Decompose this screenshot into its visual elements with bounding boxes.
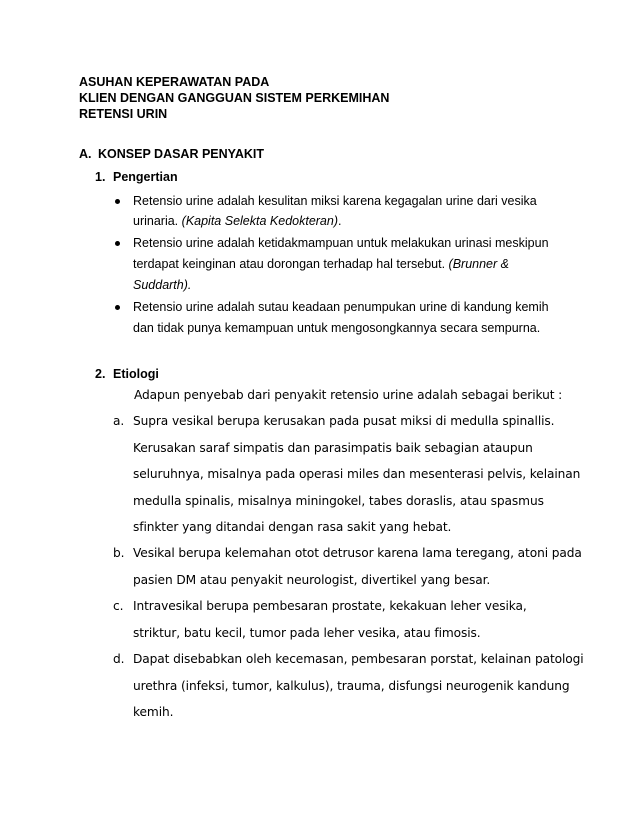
bullet-3-line-2: dan tidak punya kemampuan untuk mengosongkannya secara sempurna.	[133, 321, 541, 335]
item-c-line-1: Intravesikal berupa pembesaran prostate, kekakuan leher vesika,	[133, 599, 527, 613]
section-a-heading: KONSEP DASAR PENYAKIT	[98, 147, 265, 161]
item-b-label: b.	[113, 546, 125, 560]
bullet-2-citation-b: Suddarth).	[133, 278, 192, 292]
item-a-line-2: Kerusakan saraf simpatis dan parasimpatis baik sebagian ataupun	[133, 441, 533, 455]
bullet-icon	[115, 241, 120, 246]
item-d-line-2: urethra (infeksi, tumor, kalkulus), trauma, disfungsi neurogenik kandung	[133, 679, 570, 693]
item-d-line-1: Dapat disebabkan oleh kecemasan, pembesaran porstat, kelainan patologi	[133, 652, 584, 666]
item-b-line-2: pasien DM atau penyakit neurologist, divertikel yang besar.	[133, 573, 491, 587]
pengertian-number: 1.	[95, 170, 106, 184]
item-c-label: c.	[113, 599, 124, 613]
bullet-1-text: urinaria.	[133, 214, 179, 228]
pengertian-heading: Pengertian	[113, 170, 178, 184]
item-c-line-2: striktur, batu kecil, tumor pada leher vesika, atau fimosis.	[133, 626, 481, 640]
item-d-line-3: kemih.	[133, 705, 174, 719]
item-d-label: d.	[113, 652, 125, 666]
bullet-3-line-1: Retensio urine adalah sutau keadaan penumpukan urine di kandung kemih	[133, 300, 549, 314]
item-a-line-3: seluruhnya, misalnya pada operasi miles dan mesenterasi pelvis, kelainan	[133, 467, 581, 481]
bullet-icon	[115, 199, 120, 204]
bullet-1-line-2	[133, 214, 341, 228]
bullet-2-text: terdapat keinginan atau dorongan terhadap hal tersebut.	[133, 257, 446, 271]
etiologi-intro: Adapun penyebab dari penyakit retensio urine adalah sebagai berikut :	[134, 388, 563, 402]
bullet-2-line-1: Retensio urine adalah ketidakmampuan untuk melakukan urinasi meskipun	[133, 236, 549, 250]
bullet-2-citation-a: (Brunner &	[448, 257, 509, 271]
bullet-icon	[115, 305, 120, 310]
title-line-3: RETENSI URIN	[79, 107, 168, 121]
bullet-1-citation: (Kapita Selekta Kedokteran)	[181, 214, 338, 228]
item-a-line-1: Supra vesikal berupa kerusakan pada pusat miksi di medulla spinallis.	[133, 414, 555, 428]
bullet-2-line-2	[133, 257, 509, 271]
etiologi-number: 2.	[95, 367, 106, 381]
section-a-label: A.	[79, 147, 92, 161]
item-a-line-5: sfinkter yang ditandai dengan rasa sakit yang hebat.	[133, 520, 452, 534]
bullet-1-line-1: Retensio urine adalah kesulitan miksi karena kegagalan urine dari vesika	[133, 194, 537, 208]
bullet-1-end: .	[338, 214, 342, 228]
etiologi-heading: Etiologi	[113, 367, 159, 381]
bullet-2-line-3	[133, 278, 191, 292]
item-a-line-4: medulla spinalis, misalnya miningokel, tabes doraslis, atau spasmus	[133, 494, 544, 508]
item-a-label: a.	[113, 414, 125, 428]
item-b-line-1: Vesikal berupa kelemahan otot detrusor karena lama teregang, atoni pada	[133, 546, 582, 560]
title-line-1: ASUHAN KEPERAWATAN PADA	[79, 75, 270, 89]
title-line-2: KLIEN DENGAN GANGGUAN SISTEM PERKEMIHAN	[79, 91, 390, 105]
